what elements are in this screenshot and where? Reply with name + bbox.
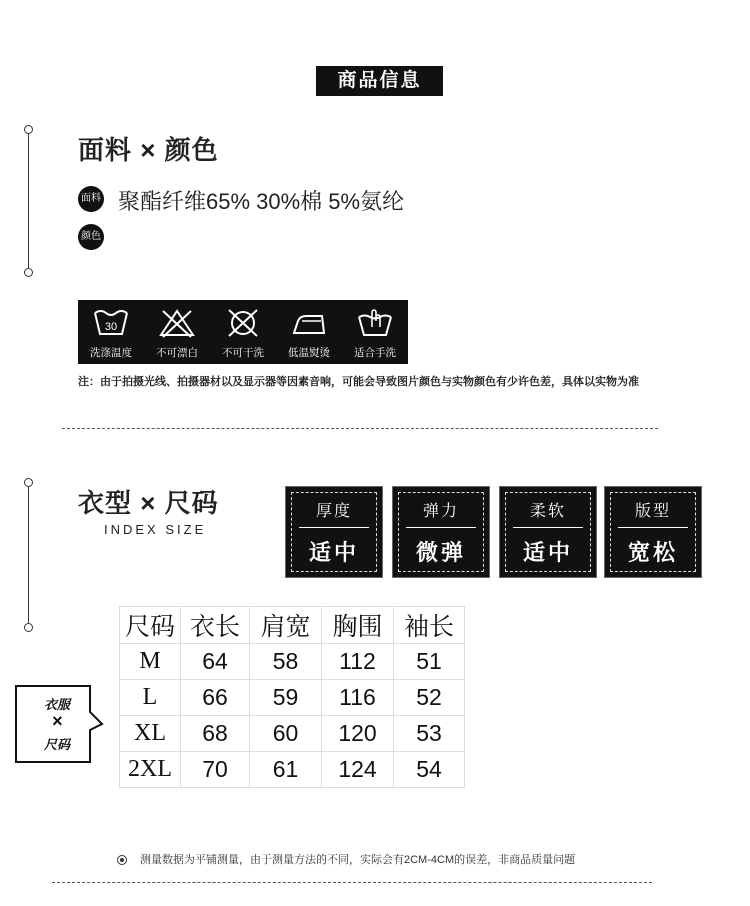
bullet-target-icon — [117, 855, 127, 865]
fabric-section-title: 面料 × 颜色 — [78, 135, 219, 165]
table-header: 肩宽 — [250, 607, 322, 644]
attr-label: 厚度 — [315, 503, 352, 520]
divider — [62, 428, 658, 429]
table-cell: L — [120, 680, 181, 716]
wash-30-icon — [92, 307, 130, 339]
care-item-dryclean — [210, 300, 276, 364]
table-header: 衣长 — [181, 607, 250, 644]
callout-line: 尺码 — [43, 737, 70, 752]
table-cell: 2XL — [120, 752, 181, 788]
care-item-wash — [78, 300, 144, 364]
care-label: 不可漂白 — [156, 347, 198, 359]
side-rule — [28, 486, 29, 623]
size-section-subtitle: INDEX SIZE — [104, 522, 207, 537]
table-row — [120, 716, 465, 752]
table-cell: 116 — [322, 680, 394, 716]
color-disclaimer: 注：由于拍摄光线、拍摄器材以及显示器等因素音响，可能会导致图片颜色与实物颜色有少许色差，具体以实物为准 — [78, 376, 639, 388]
care-item-iron — [276, 300, 342, 364]
page-title: 商品信息 — [316, 66, 443, 96]
size-callout — [14, 684, 92, 764]
table-cell: 68 — [181, 716, 250, 752]
rule-dot-bottom — [24, 268, 33, 277]
size-table — [119, 606, 465, 788]
side-rule — [28, 133, 29, 268]
attr-elasticity — [392, 486, 490, 578]
table-cell: 124 — [322, 752, 394, 788]
table-cell: 120 — [322, 716, 394, 752]
table-cell: 112 — [322, 644, 394, 680]
attr-value: 微弹 — [415, 540, 466, 565]
table-cell: 70 — [181, 752, 250, 788]
table-header-row — [120, 607, 465, 644]
callout-line: 衣服 — [43, 697, 70, 712]
table-cell: XL — [120, 716, 181, 752]
fabric-tag: 面料 — [78, 186, 104, 212]
care-label: 洗涤温度 — [90, 347, 132, 359]
table-cell: 61 — [250, 752, 322, 788]
care-item-bleach — [144, 300, 210, 364]
hand-wash-icon — [356, 307, 394, 339]
table-cell: 64 — [181, 644, 250, 680]
table-cell: 54 — [394, 752, 465, 788]
attr-label: 柔软 — [529, 503, 566, 520]
table-cell: 53 — [394, 716, 465, 752]
fabric-composition: 聚酯纤维65% 30%棉 5%氨纶 — [118, 189, 405, 214]
color-tag: 颜色 — [78, 224, 104, 250]
attr-value: 适中 — [522, 540, 573, 565]
care-instructions — [78, 300, 408, 364]
table-cell: 52 — [394, 680, 465, 716]
care-item-handwash — [342, 300, 408, 364]
measurement-note: 测量数据为平铺测量，由于测量方法的不同，实际会有2CM-4CM的误差，非商品质量问题 — [140, 854, 576, 866]
wash-temp: 30 — [104, 321, 118, 333]
table-cell: 60 — [250, 716, 322, 752]
table-cell: M — [120, 644, 181, 680]
table-cell: 58 — [250, 644, 322, 680]
table-cell: 66 — [181, 680, 250, 716]
attr-thickness — [285, 486, 383, 578]
size-section-title: 衣型 × 尺码 — [78, 488, 219, 518]
table-header: 尺码 — [120, 607, 181, 644]
no-bleach-icon — [158, 307, 196, 339]
attr-softness — [499, 486, 597, 578]
attr-label: 弹力 — [422, 503, 459, 520]
care-label: 低温熨烫 — [288, 347, 330, 359]
divider — [52, 882, 652, 883]
attr-value: 适中 — [308, 540, 359, 565]
table-cell: 51 — [394, 644, 465, 680]
attr-value: 宽松 — [627, 540, 678, 565]
callout-line: × — [51, 711, 63, 731]
table-row — [120, 752, 465, 788]
table-header: 胸围 — [322, 607, 394, 644]
care-label: 不可干洗 — [222, 347, 264, 359]
table-row — [120, 680, 465, 716]
attr-fit — [604, 486, 702, 578]
table-cell: 59 — [250, 680, 322, 716]
rule-dot-bottom — [24, 623, 33, 632]
no-dry-clean-icon — [224, 307, 262, 339]
attr-label: 版型 — [634, 503, 671, 520]
table-row — [120, 644, 465, 680]
table-header: 袖长 — [394, 607, 465, 644]
low-iron-icon — [290, 307, 328, 339]
care-label: 适合手洗 — [354, 347, 396, 359]
